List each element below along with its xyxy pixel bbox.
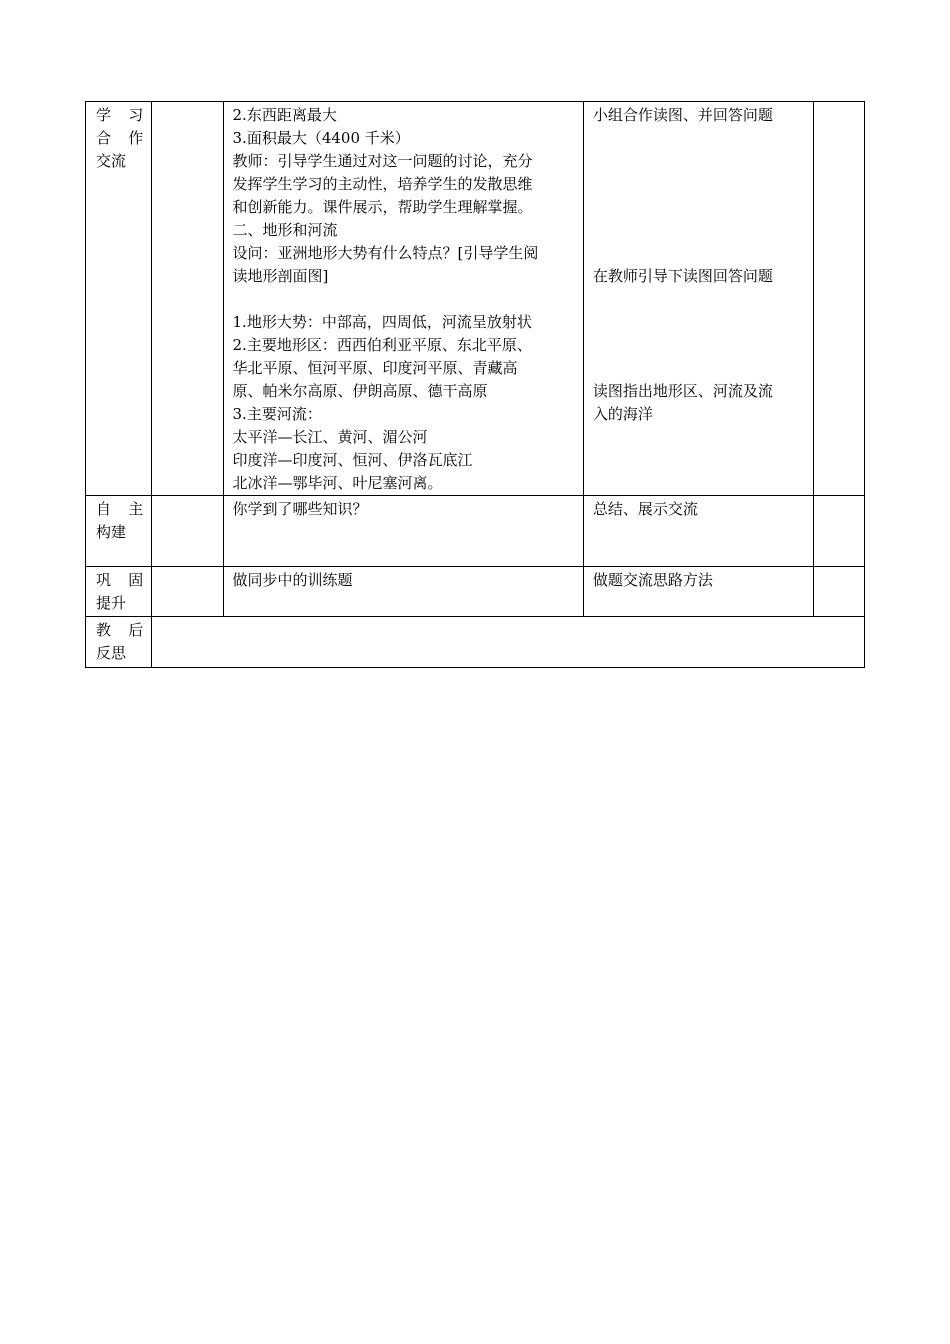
- stage-char: 教: [96, 621, 112, 639]
- content-line: 原、帕米尔高原、伊朗高原、德干高原: [232, 382, 488, 400]
- activity-line: 小组合作读图、并回答问题: [592, 106, 773, 124]
- stage-label-line: [96, 104, 143, 127]
- activity-line: 总结、展示交流: [592, 500, 698, 518]
- stage-label-line: [96, 619, 143, 642]
- stage-char: 习: [128, 106, 144, 124]
- table-row-reflection: [86, 617, 865, 668]
- content-line: 读地形剖面图]: [232, 267, 329, 285]
- content-line: 3.主要河流：: [232, 405, 322, 423]
- content-cell: [223, 567, 583, 617]
- content-line: 发挥学生学习的主动性，培养学生的发散思维: [232, 175, 533, 193]
- stage-text: [96, 619, 143, 642]
- stage-label-line: [96, 127, 143, 150]
- student-activity-cell: [583, 567, 813, 617]
- activity-line: 在教师引导下读图回答问题: [592, 267, 773, 285]
- empty-cell: [152, 567, 223, 617]
- table-row-consolidate: [86, 567, 865, 617]
- activity-line: 入的海洋: [592, 405, 653, 423]
- empty-cell: [152, 496, 223, 567]
- stage-text: [96, 104, 143, 127]
- stage-cell: [86, 102, 152, 496]
- content-line: 和创新能力。课件展示，帮助学生理解掌握。: [232, 198, 533, 216]
- content-line: 教师：引导学生通过对这一问题的讨论，充分: [232, 152, 533, 170]
- content-line: 3.面积最大（4400 千米）: [232, 129, 410, 147]
- stage-label-line: [96, 569, 143, 592]
- content-line: 2.主要地形区：西西伯利亚平原、东北平原、: [232, 336, 532, 354]
- stage-char: 主: [128, 500, 144, 518]
- activity-spacer: [593, 127, 805, 265]
- content-line: 印度洋—印度河、恒河、伊洛瓦底江: [232, 451, 473, 469]
- content-cell: [223, 496, 583, 567]
- table-row-self-construct: [86, 496, 865, 567]
- stage-char: 作: [128, 129, 144, 147]
- stage-label-line: 构建: [96, 523, 127, 541]
- activity-line: 读图指出地形区、河流及流: [592, 382, 773, 400]
- content-line: 2.东西距离最大: [232, 106, 337, 124]
- stage-char: 学: [96, 106, 112, 124]
- content-line: 北冰洋—鄂毕河、叶尼塞河离。: [232, 474, 443, 492]
- stage-label-line: [96, 498, 143, 521]
- empty-cell: [813, 567, 864, 617]
- stage-text: [96, 498, 143, 521]
- activity-spacer: [593, 288, 805, 380]
- empty-cell: [152, 102, 223, 496]
- stage-char: 巩: [96, 571, 112, 589]
- stage-text: [96, 127, 143, 150]
- content-line: 二、地形和河流: [232, 221, 338, 239]
- stage-char: 合: [96, 129, 112, 147]
- stage-char: 固: [128, 571, 144, 589]
- reflection-cell: [152, 617, 865, 668]
- stage-cell: [86, 617, 152, 668]
- content-cell: [223, 102, 583, 496]
- stage-label-line: 提升: [96, 594, 127, 612]
- empty-cell: [813, 102, 864, 496]
- content-line: 1.地形大势：中部高，四周低，河流呈放射状: [232, 313, 532, 331]
- stage-label-line: 交流: [96, 152, 127, 170]
- content-line: 华北平原、恒河平原、印度河平原、青藏高: [232, 359, 518, 377]
- stage-label-line: 反思: [96, 644, 127, 662]
- activity-line: 做题交流思路方法: [592, 571, 713, 589]
- stage-cell: [86, 567, 152, 617]
- stage-text: [96, 569, 143, 592]
- content-line: 太平洋—长江、黄河、湄公河: [232, 428, 428, 446]
- empty-cell: [813, 496, 864, 567]
- lesson-plan-table: [85, 101, 865, 668]
- stage-char: 后: [128, 621, 144, 639]
- student-activity-cell: [583, 496, 813, 567]
- content-line: 你学到了哪些知识？: [232, 500, 368, 518]
- student-activity-cell: [583, 102, 813, 496]
- stage-cell: [86, 496, 152, 567]
- content-line: 设问：亚洲地形大势有什么特点？[引导学生阅: [232, 244, 539, 262]
- content-line: 做同步中的训练题: [232, 571, 353, 589]
- stage-char: 自: [96, 500, 112, 518]
- content-blank-line: [233, 288, 575, 311]
- table-row-study-cooperate: [86, 102, 865, 496]
